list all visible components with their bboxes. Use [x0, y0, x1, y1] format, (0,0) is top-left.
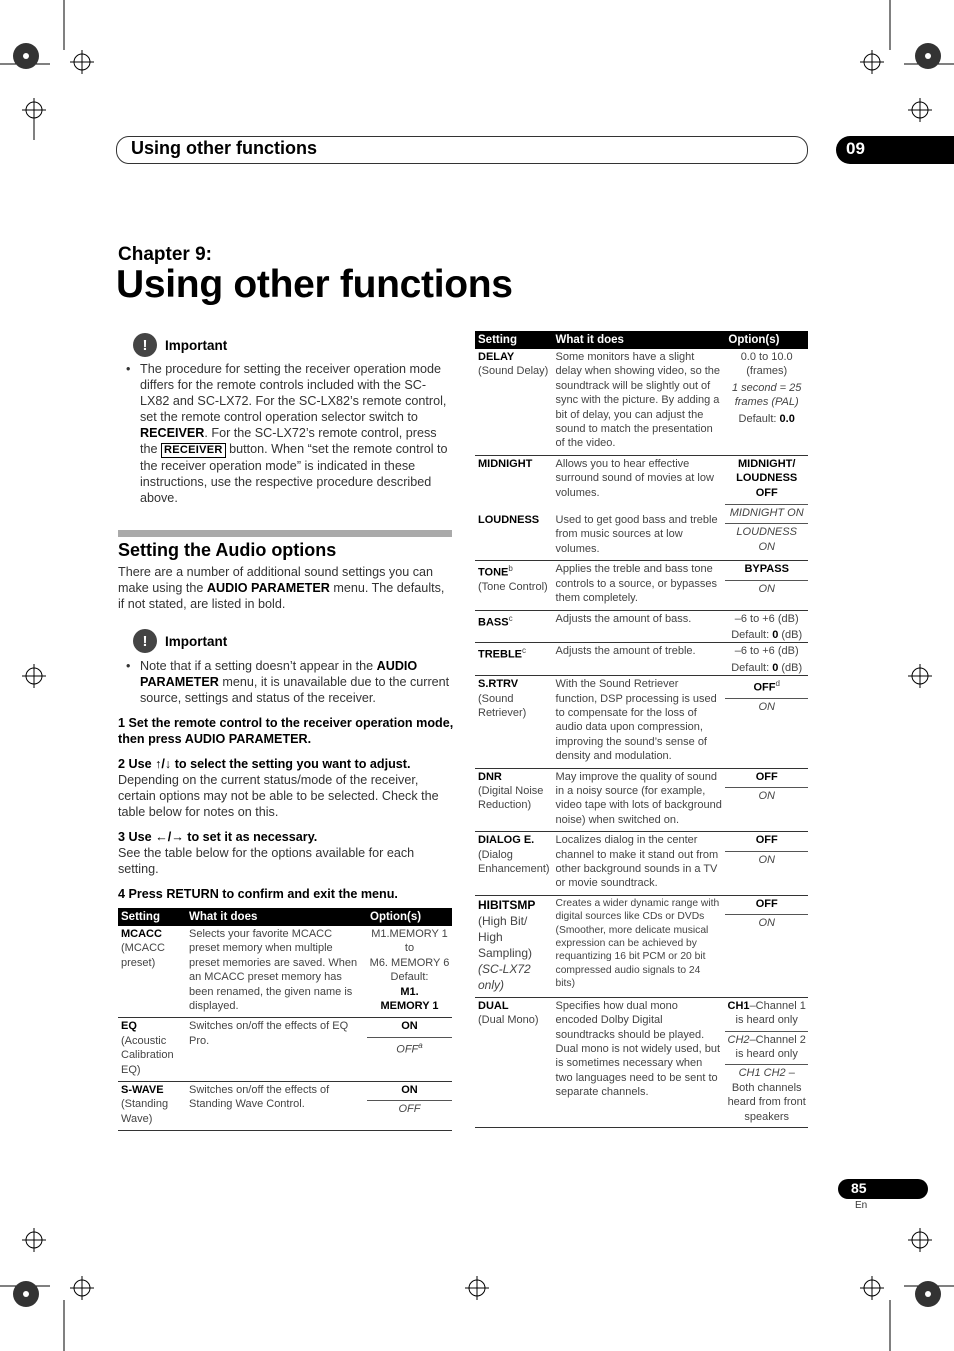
table-row: MCACC (MCACC preset) Selects your favorite MCACC preset memory when multiple preset memories are saved. When an MCACC preset memory has been renamed, the given name is displayed. M1.MEMORY 1 to M6. MEMORY 6 Default: M1. MEMORY 1 — [118, 926, 452, 1018]
section-divider — [118, 530, 452, 537]
chapter-title: Using other functions — [116, 263, 513, 306]
table-row: TONE$^b$ (Tone Control) Applies the treble and bass tone controls to a source, or bypasses them completely. BYPASS ON — [475, 561, 808, 610]
table-row: S.RTRV (Sound Retriever) With the Sound Retriever function, DSP processing is used to compensate for the loss of audio data upon compression, improving the sound’s sense of density and modulation. OFF$^d$ ON — [475, 676, 808, 768]
important-note-2 — [133, 629, 227, 653]
table-row: DNR (Digital Noise Reduction) May improve the quality of sound in a noisy source (for example, video tape with lots of background noise) when switched on. OFF ON — [475, 768, 808, 832]
table-row: TREBLE$^c$ Adjusts the amount of treble. –6 to +6 (dB) Default: 0 (dB) — [475, 643, 808, 676]
important-label: Important — [165, 633, 228, 649]
table-row: LOUDNESS Used to get good bass and treble from music sources at low volumes. — [475, 512, 808, 561]
important-note-1 — [133, 333, 227, 357]
bullet-dot: • — [126, 659, 131, 673]
step-3: 3 Use ←/→ to set it as necessary. — [118, 830, 318, 844]
col-setting: Setting — [475, 331, 553, 349]
col-what: What it does — [553, 331, 726, 349]
col-options: Option(s) — [725, 331, 808, 349]
header-title: Using other functions — [131, 138, 317, 158]
col-options: Option(s) — [367, 908, 452, 926]
section-title: Setting the Audio options — [118, 540, 337, 560]
language-code: En — [855, 1200, 868, 1211]
receiver-button: RECEIVER — [161, 443, 226, 458]
bullet-dot: • — [126, 362, 131, 376]
important-2-text: Note that if a setting doesn’t appear in the AUDIO PARAMETER menu, it is unavailable due to the current source, settings and status of the receiver. — [140, 659, 450, 705]
page-number: 85 — [851, 1180, 867, 1196]
step-2: 2 Use ↑/↓ to select the setting you want to adjust. — [118, 757, 411, 771]
step-3-body: See the table below for the options available for each setting. — [118, 846, 415, 876]
step-2-body: Depending on the current status/mode of the receiver, certain options may not be able to be selected. Check the table below for notes on this. — [118, 773, 439, 819]
table-row: DIALOG E. (Dialog Enhancement) Localizes dialog in the center channel to make it stand out from other background sounds in a TV or movie soundtrack. OFF ON — [475, 832, 808, 896]
table-row: EQ (Acoustic Calibration EQ) Switches on/off the effects of EQ Pro. ON OFF$^a$ — [118, 1018, 452, 1082]
important-icon: ! — [133, 629, 157, 653]
table-row: MIDNIGHT Allows you to hear effective surround sound of movies at low volumes. MIDNIGHT/ LOUDNESS OFF MIDNIGHT ON LOUDNESS ON — [475, 455, 808, 512]
section-intro: There are a number of additional sound settings you can make using the AUDIO PARAMETER menu. The defaults, if not stated, are listed in bold. — [118, 565, 445, 611]
col-setting: Setting — [118, 908, 186, 926]
options-table-right — [475, 331, 808, 1128]
table-row: DUAL (Dual Mono) Specifies how dual mono encoded Dolby Digital soundtracks should be played. Dual mono is not widely used, but is sometimes necessary when two languages need to be sent to separate channels. CH1–Channel 1 is heard only CH2–Channel 2 is heard only CH1 CH2 – Both channels heard from front speakers — [475, 997, 808, 1127]
options-table-left — [118, 908, 452, 1131]
table-row: S-WAVE (Standing Wave) Switches on/off the effects of Standing Wave Control. ON OFF — [118, 1082, 452, 1131]
chapter-label: Chapter 9: — [118, 244, 212, 265]
col-what: What it does — [186, 908, 367, 926]
step-1: 1 Set the remote control to the receiver operation mode, then press AUDIO PARAMETER. — [118, 716, 454, 746]
table-header-row — [475, 331, 808, 349]
important-label: Important — [165, 337, 228, 353]
important-1-text: The procedure for setting the receiver operation mode differs for the remote controls included with the SC-LX82 and SC-LX72. For the SC-LX82’s remote control, set the remote control operation selector switch to RECEIVER. For the SC-LX72’s remote control, press the RECEIVER button. When “set the remote control to the receiver operation mode” is indicated in these instructions, use the respective procedure described above. — [140, 362, 448, 505]
chapter-number: 09 — [846, 139, 865, 158]
table-header-row — [118, 908, 452, 926]
table-row: BASS$^c$ Adjusts the amount of bass. –6 to +6 (dB) Default: 0 (dB) — [475, 610, 808, 643]
table-row: HIBITSMP (High Bit/ High Sampling) (SC-LX72 only) Creates a wider dynamic range with digital sources like CDs or DVDs (Smoother, more delicate musical expression can be achieved by requantizing 16 bit PCM or 20 bit compressed audio signals to 24 bits) OFF ON — [475, 895, 808, 997]
table-row: DELAY (Sound Delay) Some monitors have a slight delay when showing video, so the soundtrack will be slightly out of sync with the picture. By adding a bit of delay, you can adjust the sound to match the presentation of the video. 0.0 to 10.0 (frames) 1 second = 25 frames (PAL) Default: 0.0 — [475, 349, 808, 455]
important-icon: ! — [133, 333, 157, 357]
step-4: 4 Press RETURN to confirm and exit the menu. — [118, 887, 398, 901]
